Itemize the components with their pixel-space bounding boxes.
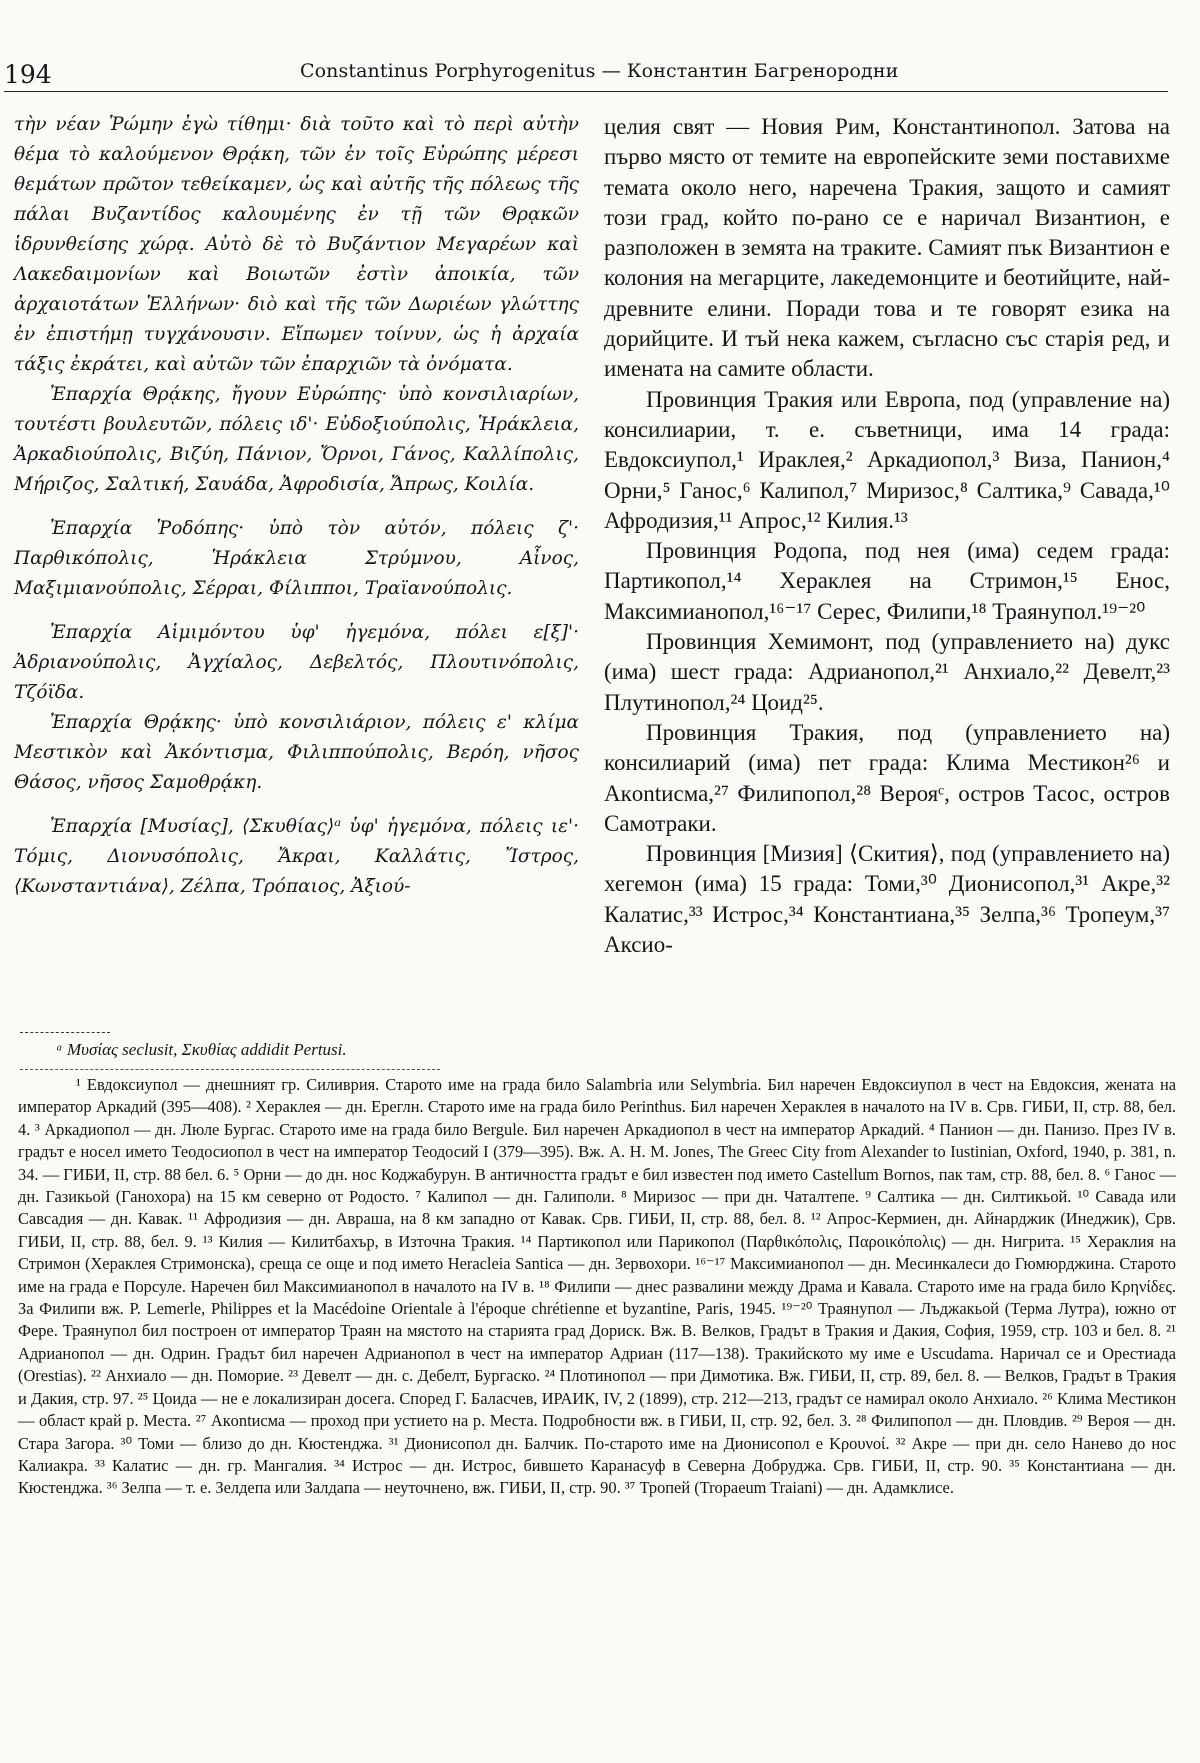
greek-paragraph-intro: τὴν νέαν Ῥώμην ἐγὼ τίθημι· διὰ τοῦτο καὶ τὸ περὶ αὐτὴν θέμα τὸ καλούμενον Θρᾴκη, τῶν ἐν τοῖς Εὐρώπης μέρεσι θεμάτων πρῶτον τεθείκαμεν, ὡς καὶ αὐτῆς τῆς πόλεως τῆς πάλαι Βυζαντίδος καλουμένης ἐν τῇ τῶν Θρᾳκῶν ἱδρυνθείσης χώρᾳ. Αὐτὸ δὲ τὸ Βυζάντιον Μεγαρέων καὶ Λακεδαιμονίων καὶ Βοιωτῶν ἐστὶν ἀποικία, τῶν ἀρχαιοτάτων Ἑλλήνων· διὸ καὶ τῆς τῶν Δωριέων γλώττης ἐν ἐπιστήμῃ τυγχάνουσιν. Εἴπωμεν τοίνυν, ὡς ἡ ἀρχαία τάξις ἐκράτει, καὶ αὐτῶν τῶν ἐπαρχιῶν τὰ ὀνόματα. — [14, 114, 579, 375]
greek-paragraph-thrace: Ἐπαρχία Θρᾴκης· ὑπὸ κονσιλιάριον, πόλεις ε' κλίμα Μεστικὸν καὶ Ἀκόντισμα, Φιλιππούπολις, Βερόη, νῆσος Θάσος, νῆσος Σαμοθρᾴκη. — [14, 712, 579, 793]
footnote-rule — [20, 1069, 440, 1070]
bulgarian-paragraph-thrace: Провинция Тракия, под (управлението на) консилиарий (има) пет града: Клима Местикон²⁶ и Акontисма,²⁷ Филипопол,²⁸ Верояᶜ, остров Тасос, остров Самотраки. — [604, 719, 1170, 836]
bulgarian-text-column — [604, 112, 1170, 960]
footnotes-text: ¹ Евдоксиупол — днешният гр. Силиврия. Старото име на града било Salambria или Selymbria. Бил наречен Евдоксиупол в чест на Евдоксия, жената на император Аркадий (395—408). ² Хераклея — дн. Ереглн. Старото име на града било Perinthus. Бил наречен Хераклея в началото на IV в. Срв. ГИБИ, II, стр. 88, бел. 4. ³ Аркадиопол — дн. Люле Бургас. Старото име на града било Bergule. Бил наречен Аркадиопол в чест на император Аркадий. ⁴ Панион — дн. Панизо. През IV в. градът е носел името Теодосиопол в чест на император Теодосий I (379—395). Вж. A. H. M. Jones, The Greec City from Alexander to Iustinian, Oxford, 1940, p. 381, n. 34. — ГИБИ, II, стр. 88 бел. 6. ⁵ Орни — до дн. нос Коджабурун. В античността градът е бил известен под името Castellum Bornos, пак там, стр. 88, бел. 8. ⁶ Ганос — дн. Газикьой (Ганохора) на 15 км северно от Родосто. ⁷ Калипол — дн. Галиполи. ⁸ Миризос — при дн. Чаталтепе. ⁹ Салтика — дн. Силтикьой. ¹⁰ Савада или Савсадия — дн. Кавак. ¹¹ Афродизия — дн. Авраша, на 8 км западно от Кавак. Срв. ГИБИ, II, стр. 88, бел. 8. ¹² Апрос-Кермиен, дн. Айнарджик (Инеджик), Срв. ГИБИ, II, стр. 88, бел. 9. ¹³ Килия — Килитбахър, в Източна Тракия. ¹⁴ Партикопол или Парикопол (Παρθικόπολις, Παροικόπολις) — дн. Нигрита. ¹⁵ Хераклия на Стримон (Хераклея Стримонска), среща се още и под името Heracleia Santica — дн. Зервохори. ¹⁶⁻¹⁷ Максимианопол — дн. Месинкалеси до Гюмюрджина. Старото име на града е Порсуле. Наречен бил Максимианопол в началото на IV в. ¹⁸ Филипи — днес развалини между Драма и Кавала. Старото име на града било Κρηνίδες. За Филипи вж. P. Lemerle, Philippes et la Macédoine Orientale à l'époque chrétienne et byzantine, Paris, 1945. ¹⁹⁻²⁰ Траянупол — Лъджакьой (Терма Лутра), южно от Фере. Траянупол бил построен от император Траян на мястото на старията град Дориск. Вж. В. Велков, Градът в Тракия и Дакия, София, 1959, стр. 103 и бел. 8. ²¹ Адрианопол — дн. Одрин. Градът бил наречен Адрианопол в чест на император Адриан (117—138). Тракийското му име е Uscudama. Наричал се и Орестиада (Orestias). ²² Анхиало — дн. Поморие. ²³ Девелт — дн. с. Дебелт, Бургаско. ²⁴ Плотинопол — при Димотика. Вж. ГИБИ, II, стр. 89, бел. 8. — Велков, Градът в Тракия и Дакия, стр. 97. ²⁵ Цоида — не е локализиран досега. Според Г. Баласчев, ИРАИК, IV, 2 (1899), стр. 212—213, градът се намирал около Анхиало. ²⁶ Клима Местикон — област край р. Места. ²⁷ Акontисма — проход при устието на р. Места. Подробности вж. в ГИБИ, II, стр. 92, бел. 3. ²⁸ Филипопол — дн. Пловдив. ²⁹ Верoя — дн. Стара Загора. ³⁰ Томи — близо до дн. Кюстенджа. ³¹ Дионисопол дн. Балчик. По-старото име на Дионисопол е Κρουνοί. ³² Акре — при дн. село Нанево до нос Калиакра. ³³ Калатис — дн. гр. Мангалия. ³⁴ Истрос — дн. Истрос, бившето Каранасуф в Северна Добруджа. Срв. ГИБИ, II, стр. 90. ³⁵ Константиана — дн. Кюстенджа. ³⁶ Зелпа — т. е. Зелдепа или Залдапа — неуточнено, вж. ГИБИ, II, стр. 90. ³⁷ Тропей (Tropaeum Traiani) — дн. Адамклисе. — [18, 1075, 1176, 1498]
greek-paragraph-haemimontus: Ἐπαρχία Αἱμιμόντου ὑφ' ἡγεμόνα, πόλει ε[ξ]'· Ἀδριανούπολις, Ἀγχίαλος, Δεβελτός, Πλουτινόπολις, Τζόϊδα. — [14, 622, 579, 703]
page-number: 194 — [4, 60, 52, 89]
greek-text-column — [14, 110, 579, 902]
page-header — [4, 56, 1194, 96]
greek-paragraph-rhodope: Ἐπαρχία Ῥοδόπης· ὑπὸ τὸν αὐτόν, πόλεις ζ'· Παρθικόπολις, Ἡράκλεια Στρύμνου, Αἶνος, Μαξιμιανούπολις, Σέρραι, Φίλιπποι, Τραϊανούπολις. — [14, 518, 579, 599]
bulgarian-paragraph-intro: целия свят — Новия Рим, Константинопол. Затова на първо място от темите на европейските земи поставихме темата около него, наречена Тракия, защото и самият този град, който по-рано се е наричал Византион, е разположен в земята на траките. Самият пък Византион е колония на мегарците, лакедемонците и беотийците, най-древните елини. Поради това и те говорят езика на дорийците. И тъй нека кажем, съгласно със старія ред, и имената на самите области. — [604, 114, 1170, 382]
bulgarian-paragraph-haemimontus: Провинция Хемимонт, под (управлението на) дукс (има) шест града: Адрианопол,²¹ Анхиало,²² Девелт,²³ Плутинопол,²⁴ Цоид²⁵. — [604, 629, 1170, 715]
footnotes-block — [18, 1074, 1176, 1500]
critical-apparatus-note: ᵃ Μυσίας seclusit, Σκυθίας addidit Pertusi. — [56, 1040, 347, 1059]
header-rule — [4, 91, 1168, 92]
bulgarian-paragraph-rhodope: Провинция Родопа, под нея (има) седем града: Партикопол,¹⁴ Хераклея на Стримон,¹⁵ Енос, Максимианопол,¹⁶⁻¹⁷ Серес, Филипи,¹⁸ Траянупол.¹⁹⁻²⁰ — [604, 538, 1170, 624]
apparatus-rule — [20, 1032, 110, 1033]
greek-paragraph-scythia: Ἐπαρχία [Μυσίας], ⟨Σκυθίας⟩ᵃ ὑφ' ἡγεμόνα, πόλεις ιε'· Τόμις, Διονυσόπολις, Ἄκραι, Καλλάτις, Ἴστρος, ⟨Κωνσταντιάνα⟩, Ζέλπα, Τρόπαιος, Ἀξιού- — [14, 816, 579, 897]
bulgarian-paragraph-thrace-europe: Провинция Тракия или Европа, под (управление на) консилиарии, т. е. съветници, има 14 града: Евдоксиупол,¹ Ираклея,² Аркадиопол,³ Виза, Панион,⁴ Орни,⁵ Ганос,⁶ Калипол,⁷ Миризос,⁸ Салтика,⁹ Савада,¹⁰ Афродизия,¹¹ Апрос,¹² Килия.¹³ — [604, 386, 1170, 533]
bulgarian-paragraph-scythia: Провинция [Мизия] ⟨Скития⟩, под (управлението на) хегемон (има) 15 града: Томи,³⁰ Дионисопол,³¹ Акре,³² Калатис,³³ Истрос,³⁴ Константиана,³⁵ Зелпа,³⁶ Тропеум,³⁷ Аксио- — [604, 841, 1170, 958]
running-title: Constantinus Porphyrogenitus — Константин Багренородни — [300, 60, 899, 82]
greek-paragraph-thrace-europe: Ἐπαρχία Θρᾴκης, ἤγουν Εὐρώπης· ὑπὸ κονσιλιαρίων, τουτέστι βουλευτῶν, πόλεις ιδ'· Εὐδοξιούπολις, Ἡράκλεια, Ἀρκαδιούπολις, Βιζύη, Πάνιον, Ὄρνοι, Γάνος, Καλλίπολις, Μήριζος, Σαλτική, Σαυάδα, Ἀφροδισία, Ἄπρως, Κοιλία. — [14, 384, 579, 495]
